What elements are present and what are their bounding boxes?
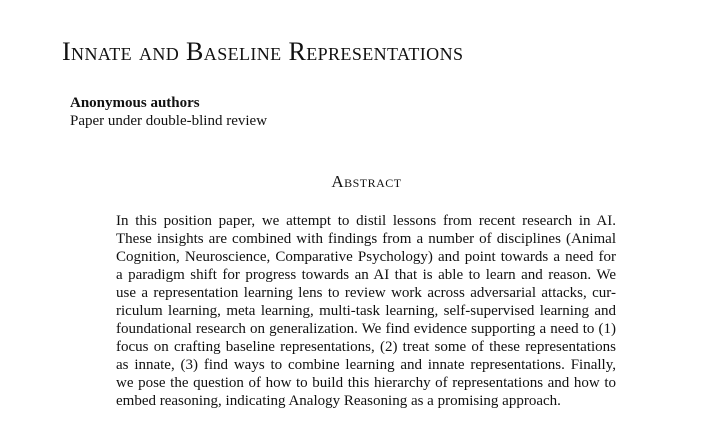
- paper-title: Innate and Baseline Representations: [62, 37, 464, 66]
- abstract-line: a paradigm shift for progress towards an AI that is able to learn and reason. We: [116, 267, 616, 283]
- abstract-line: as innate, (3) find ways to combine learning and innate representations. Finally,: [116, 357, 616, 373]
- abstract-line: embed reasoning, indicating Analogy Reasoning as a promising approach.: [116, 393, 561, 409]
- abstract-line: focus on crafting baseline representations, (2) treat some of these representations: [116, 339, 616, 355]
- review-note: Paper under double-blind review: [70, 113, 268, 129]
- abstract-heading: Abstract: [331, 172, 402, 191]
- abstract-line: foundational research on generalization. We find evidence supporting a need to (1): [116, 321, 616, 337]
- abstract-line: In this position paper, we attempt to distil lessons from recent research in AI.: [116, 213, 616, 229]
- abstract-line: use a representation learning lens to review work across adversarial attacks, cur-: [116, 285, 616, 301]
- abstract-line: Cognition, Neuroscience, Comparative Psychology) and point towards a need for: [116, 249, 616, 265]
- abstract-line: riculum learning, meta learning, multi-task learning, self-supervised learning and: [116, 303, 616, 319]
- author-name: Anonymous authors: [70, 95, 200, 111]
- abstract-line: we pose the question of how to build this hierarchy of representations and how to: [116, 375, 616, 391]
- author-block: [70, 94, 267, 130]
- abstract-body: [116, 212, 616, 410]
- abstract-line: These insights are combined with findings from a number of disciplines (Animal: [116, 231, 616, 247]
